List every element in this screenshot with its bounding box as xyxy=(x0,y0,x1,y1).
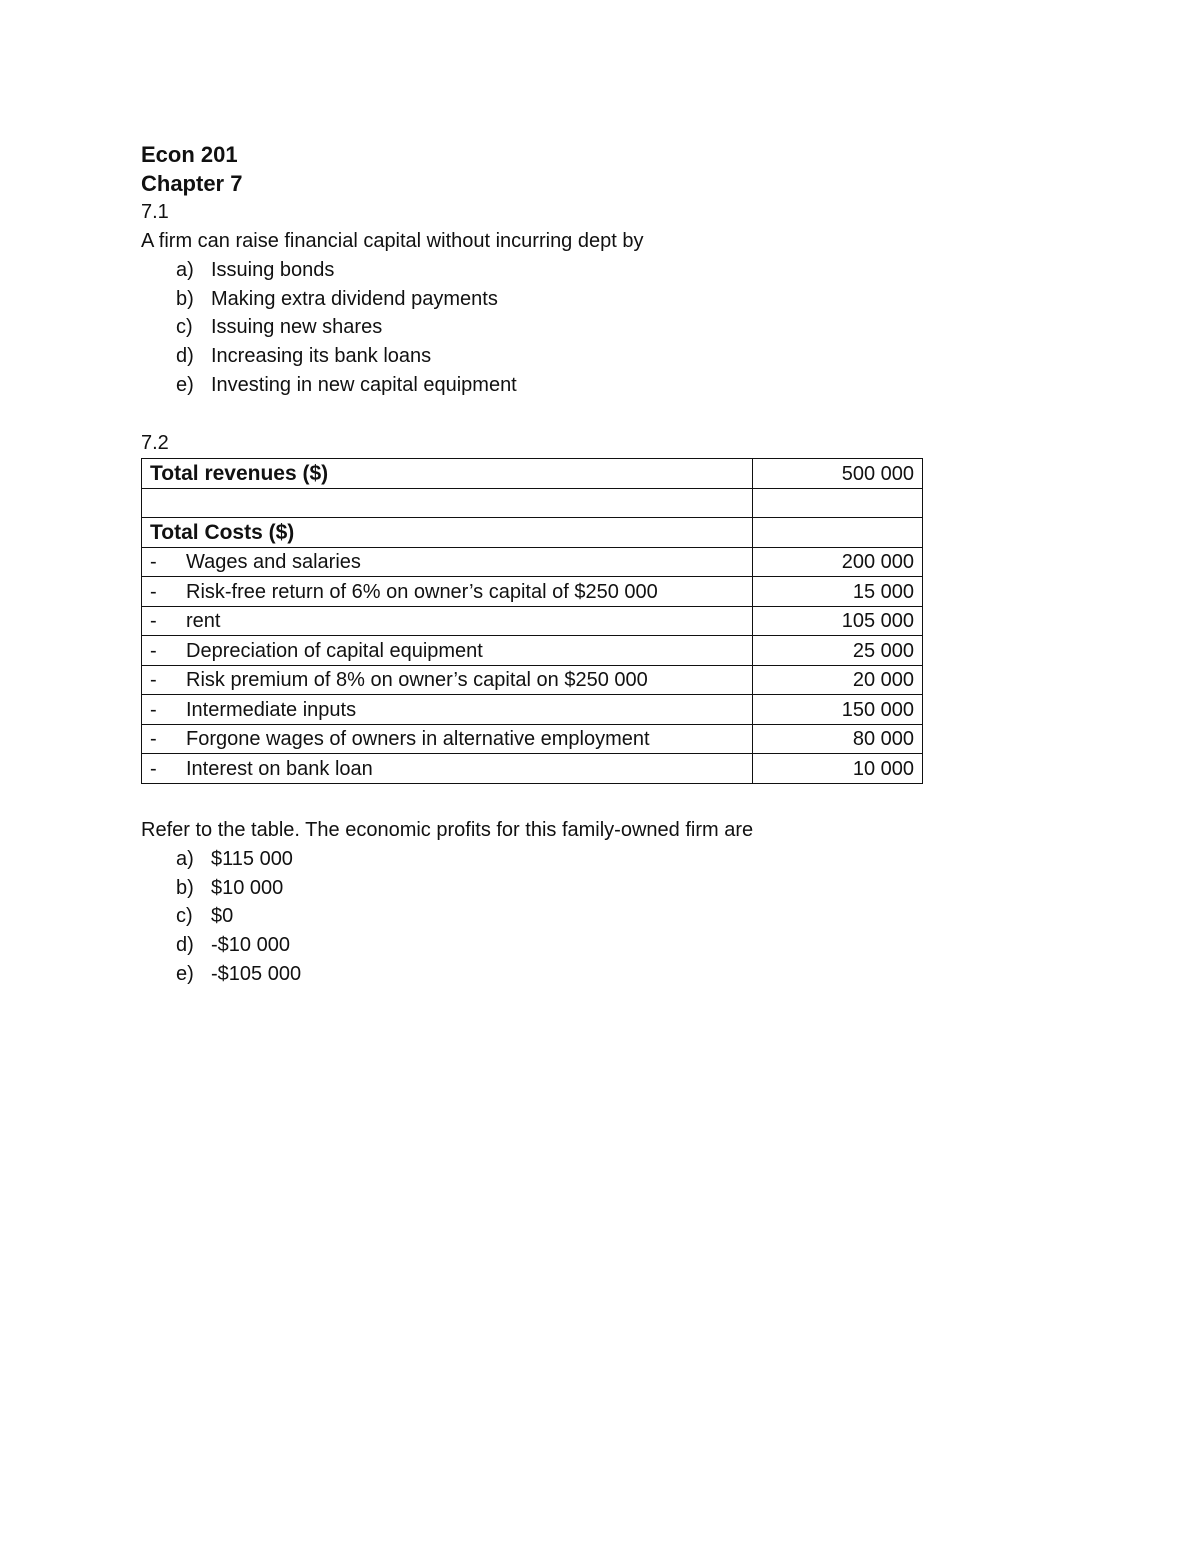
cost-label-cell xyxy=(142,547,753,577)
option-letter: b) xyxy=(176,287,194,310)
option-letter: a) xyxy=(176,259,194,281)
revenue-value-cell: 500 000 xyxy=(753,459,923,489)
cost-label-cell xyxy=(142,665,753,695)
option-letter: e) xyxy=(176,373,194,396)
option-letter: c) xyxy=(176,316,193,339)
option-text: Increasing its bank loans xyxy=(211,345,432,368)
cost-value-cell: 80 000 xyxy=(753,724,923,754)
option-text: -$10 000 xyxy=(211,934,290,956)
cost-label-cell xyxy=(142,577,753,607)
option-text: Issuing new shares xyxy=(211,316,383,339)
answer-option xyxy=(141,902,941,931)
revenue-label-cell: Total revenues ($) xyxy=(142,459,753,489)
dash-bullet: - xyxy=(150,639,157,662)
answer-option xyxy=(141,371,941,400)
revenue-cost-table xyxy=(141,458,923,784)
table-row xyxy=(142,547,923,577)
option-letter: b) xyxy=(176,876,194,899)
cost-value-cell: 105 000 xyxy=(753,606,923,636)
table-row xyxy=(142,488,923,518)
option-text: $115 000 xyxy=(211,847,293,870)
cost-label: Risk-free return of 6% on owner’s capital of $250 000 xyxy=(186,580,658,603)
answer-option xyxy=(141,285,941,314)
option-text: -$105 000 xyxy=(211,962,302,985)
dash-bullet: - xyxy=(150,669,157,692)
question-number-7-2: 7.2 xyxy=(141,432,169,455)
option-text: $0 xyxy=(211,905,234,928)
cost-value-cell: 20 000 xyxy=(753,665,923,695)
course-title: Econ 201 xyxy=(141,142,238,167)
cost-label: rent xyxy=(186,610,221,633)
answer-option xyxy=(141,342,941,371)
table-row xyxy=(142,724,923,754)
option-letter: c) xyxy=(176,905,193,928)
dash-bullet: - xyxy=(150,757,157,780)
cost-value-cell: 10 000 xyxy=(753,754,923,784)
cost-label: Intermediate inputs xyxy=(186,698,357,721)
table-row xyxy=(142,695,923,725)
cost-value-cell: 150 000 xyxy=(753,695,923,725)
document-page xyxy=(141,140,941,988)
dash-bullet: - xyxy=(150,580,157,603)
option-letter: e) xyxy=(176,962,194,985)
costs-label-cell: Total Costs ($) xyxy=(142,518,753,548)
cost-label: Risk premium of 8% on owner’s capital on $250 000 xyxy=(186,669,648,692)
cost-label-cell xyxy=(142,695,753,725)
question-text-7-1: A firm can raise financial capital without incurring dept by xyxy=(141,230,644,252)
dash-bullet: - xyxy=(150,551,157,574)
table-row xyxy=(142,459,923,489)
table-row xyxy=(142,577,923,607)
cost-value-cell: 25 000 xyxy=(753,636,923,666)
empty-cell xyxy=(753,488,923,518)
paragraph-gap xyxy=(141,784,941,816)
option-text: Issuing bonds xyxy=(211,259,335,281)
option-text: Making extra dividend payments xyxy=(211,287,498,310)
option-letter: d) xyxy=(176,345,194,368)
option-text: Investing in new capital equipment xyxy=(211,373,517,396)
dash-bullet: - xyxy=(150,698,157,721)
question-text-7-2: Refer to the table. The economic profits for this family-owned firm are xyxy=(141,818,754,841)
cost-label-cell xyxy=(142,754,753,784)
cost-label: Wages and salaries xyxy=(186,551,361,574)
answer-options-7-2 xyxy=(141,845,941,988)
dash-bullet: - xyxy=(150,728,157,751)
answer-option xyxy=(141,931,941,960)
cost-label-cell xyxy=(142,636,753,666)
answer-option xyxy=(141,874,941,903)
option-letter: d) xyxy=(176,934,194,956)
chapter-title: Chapter 7 xyxy=(141,171,243,196)
table-row xyxy=(142,636,923,666)
cost-label-cell xyxy=(142,724,753,754)
empty-cell xyxy=(142,488,753,518)
answer-option xyxy=(141,256,941,285)
empty-cell xyxy=(753,518,923,548)
cost-value-cell: 200 000 xyxy=(753,547,923,577)
answer-option xyxy=(141,960,941,989)
table-row xyxy=(142,665,923,695)
cost-label-cell xyxy=(142,606,753,636)
cost-label: Forgone wages of owners in alternative employment xyxy=(186,728,650,751)
question-number-7-1: 7.1 xyxy=(141,201,169,223)
cost-label: Interest on bank loan xyxy=(186,757,373,780)
table-row xyxy=(142,518,923,548)
cost-label: Depreciation of capital equipment xyxy=(186,639,483,662)
table-row xyxy=(142,754,923,784)
option-letter: a) xyxy=(176,847,194,870)
option-text: $10 000 xyxy=(211,876,284,899)
answer-option xyxy=(141,845,941,874)
dash-bullet: - xyxy=(150,610,157,633)
answer-options-7-1 xyxy=(141,256,941,399)
paragraph-gap xyxy=(141,399,941,429)
table-row xyxy=(142,606,923,636)
answer-option xyxy=(141,313,941,342)
cost-value-cell: 15 000 xyxy=(753,577,923,607)
